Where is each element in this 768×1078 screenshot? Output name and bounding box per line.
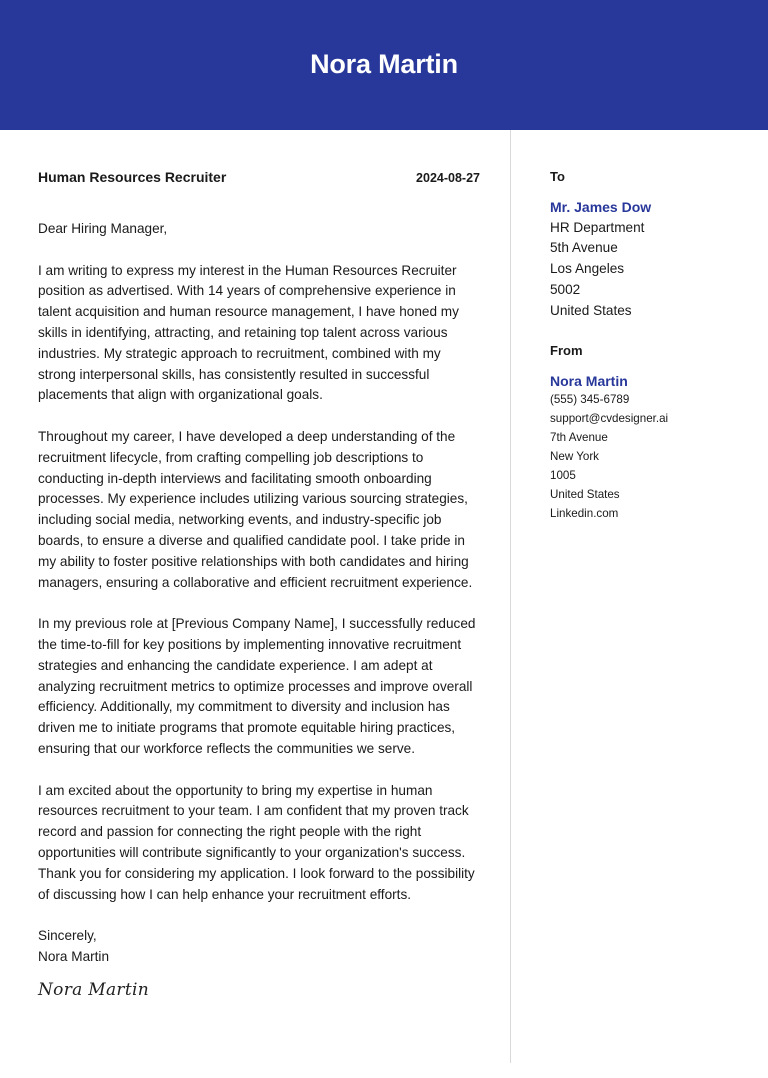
header-banner: [0, 0, 768, 130]
closing-name: Nora Martin: [38, 948, 110, 964]
paragraph-2: Throughout my career, I have developed a deep understanding of the recruitment lifecycle, from crafting compelling job descriptions to conducting in-depth interviews and facilitating smooth onboarding processes. My experience includes utilizing various sourcing strategies, including social media, networking events, and industry-specific job boards, to ensure a diverse and qualified candidate pool. I take pride in my ability to foster positive relationships with both candidates and hiring managers, ensuring a collaborative and efficient recruitment experience.: [38, 428, 473, 590]
from-heading: From: [550, 343, 583, 359]
letter-date: 2024-08-27: [416, 171, 480, 185]
sender-linkedin: Linkedin.com: [550, 506, 619, 520]
sender-zip: 1005: [550, 469, 576, 483]
handwritten-signature: Nora Martin: [38, 979, 149, 1000]
to-heading: To: [550, 169, 565, 184]
paragraph-4: I am excited about the opportunity to bring my expertise in human resources recruitment to your team. I am confident that my proven track record and passion for connecting the right people with the right opportunities will contribute significantly to your organization's success. Thank you for considering my application. I look forward to the possibility of discussing how I can help enhance your recruitment efforts.: [38, 782, 475, 902]
letter-meta-row: [38, 169, 480, 185]
salutation: Dear Hiring Manager,: [38, 221, 168, 236]
closing-block: [38, 926, 480, 968]
recipient-name: Mr. James Dow: [550, 199, 652, 215]
letter-body: [38, 169, 480, 1000]
job-title: Human Resources Recruiter: [38, 169, 227, 185]
column-divider: [510, 130, 511, 1063]
paragraph-1: I am writing to express my interest in the Human Resources Recruiter position as advertised. With 14 years of comprehensive experience in talent acquisition and human resource management, I have honed my skills in identifying, attracting, and retaining top talent across various industries. My strategic approach to recruitment, combined with my strong interpersonal skills, has consistently resulted in successful placements that align with organizational goals.: [38, 262, 459, 403]
sender-street: 7th Avenue: [550, 431, 608, 445]
closing-phrase: Sincerely,: [38, 928, 97, 944]
recipient-city: Los Angeles: [550, 261, 625, 277]
sender-email: support@cvdesigner.ai: [550, 412, 669, 426]
sender-city: New York: [550, 450, 599, 464]
applicant-name-title: Nora Martin: [310, 48, 458, 79]
recipient-zip: 5002: [550, 281, 581, 297]
sender-country: United States: [550, 488, 620, 502]
recipient-department: HR Department: [550, 219, 645, 235]
address-sidebar: [550, 169, 750, 524]
recipient-street: 5th Avenue: [550, 240, 618, 256]
sender-phone: (555) 345-6789: [550, 393, 630, 407]
paragraph-3: In my previous role at [Previous Company Name], I successfully reduced the time-to-fill for key positions by implementing innovative recruitment strategies and enhancing the candidate experience. I am adept at analyzing recruitment metrics to optimize processes and improve overall efficiency. Additionally, my commitment to diversity and inclusion has driven me to initiate programs that promote equitable hiring practices, ensuring that our workforce reflects the communities we serve.: [38, 616, 476, 756]
sender-name: Nora Martin: [550, 373, 628, 390]
recipient-country: United States: [550, 302, 632, 318]
